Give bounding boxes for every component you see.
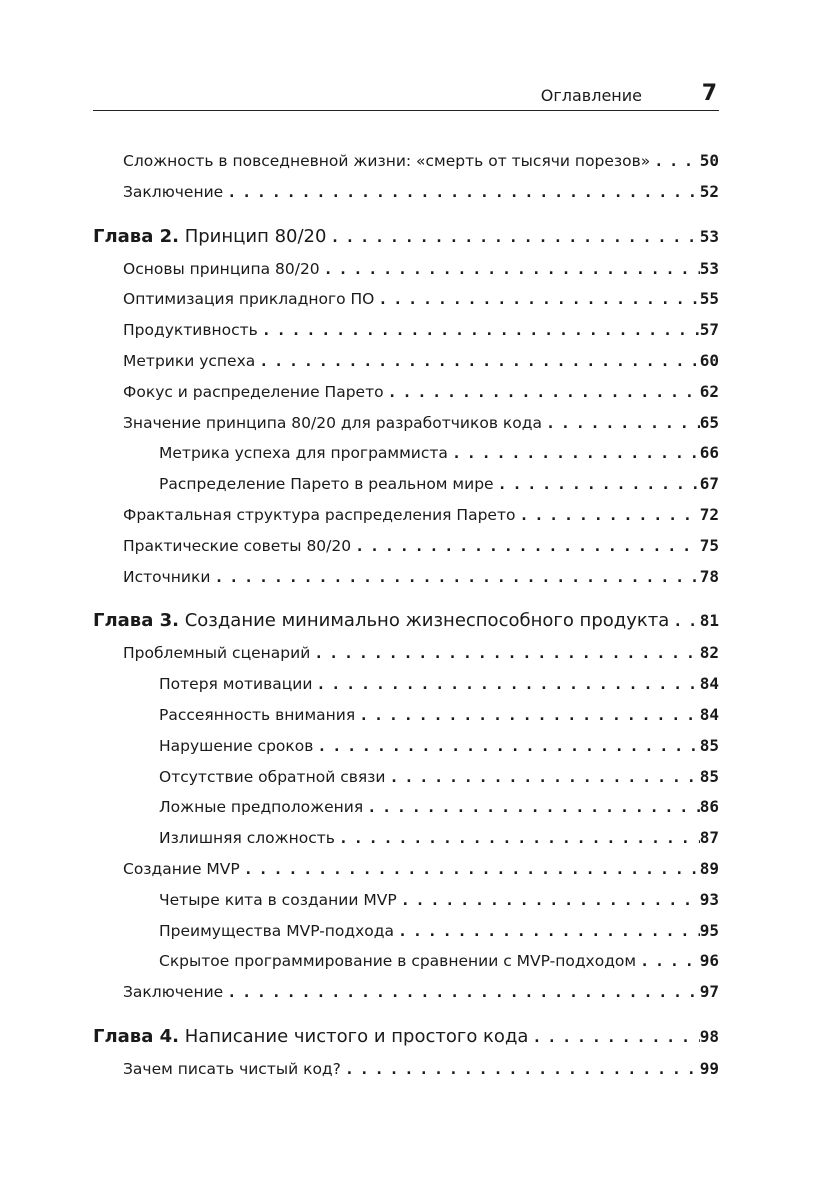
toc-page-number: 72: [699, 504, 719, 524]
page-header: [93, 78, 719, 111]
dot-leader: [258, 315, 700, 346]
toc-entry-text: Излишняя сложность: [159, 829, 335, 848]
toc-entry-title: [159, 792, 363, 823]
dot-leader: [397, 885, 700, 916]
toc-page-number: 85: [699, 766, 719, 786]
toc-entry[interactable]: [93, 792, 719, 823]
toc-page-number: 67: [699, 474, 719, 494]
toc-entry[interactable]: [93, 284, 719, 315]
toc-page-number: 98: [699, 1026, 719, 1046]
toc-page-number: 62: [699, 381, 719, 401]
toc-entry-text: Рассеянность внимания: [159, 705, 356, 724]
toc-page-number: 52: [699, 181, 719, 201]
toc-entry-title: [123, 1054, 341, 1085]
toc-entry-title: [159, 885, 397, 916]
chapter-number: Глава 2.: [93, 225, 179, 247]
toc-entry-text: Основы принципа 80/20: [123, 259, 320, 278]
toc-entry-title: [123, 638, 310, 669]
toc-entry[interactable]: [93, 346, 719, 377]
toc-entry-title: [123, 377, 384, 408]
toc-entry-text: Значение принципа 80/20 для разработчиков кода: [123, 413, 542, 432]
toc-chapter-entry[interactable]: [93, 1020, 719, 1054]
toc-page-number: 86: [699, 797, 719, 817]
toc-entry-text: Скрытое программирование в сравнении с MVP-подходом: [159, 952, 637, 971]
toc-entry-title: [123, 408, 542, 439]
toc-entry-text: Создание MVP: [123, 859, 240, 878]
toc-entry-title: [123, 254, 320, 285]
dot-leader: [386, 762, 700, 793]
toc-entry-text: Ложные предположения: [159, 798, 364, 817]
dot-leader: [669, 604, 699, 638]
toc-entry[interactable]: [93, 500, 719, 531]
toc-entry-text: Сложность в повседневной жизни: «смерть от тысячи порезов»: [123, 152, 651, 170]
toc-entry[interactable]: [93, 885, 719, 916]
dot-leader: [448, 438, 700, 469]
toc-entry[interactable]: [93, 638, 719, 669]
toc-entry[interactable]: [93, 531, 719, 562]
toc-entry-text: Практические советы 80/20: [123, 536, 352, 555]
toc-entry[interactable]: [93, 731, 719, 762]
dot-leader: [650, 146, 699, 177]
toc-page-number: 57: [699, 320, 719, 340]
toc-entry-text: Потеря мотивации: [159, 675, 313, 694]
toc-entry-text: Принцип 80/20: [184, 225, 327, 247]
toc-page-number: 89: [699, 858, 719, 878]
page-number: 7: [701, 81, 717, 106]
toc-entry-title: [159, 762, 386, 793]
toc-page-number: 97: [699, 982, 719, 1002]
toc-page-number: 99: [699, 1058, 719, 1078]
toc-entry-text: Фокус и распределение Парето: [123, 382, 384, 401]
toc-entry-title: [159, 469, 494, 500]
toc-page-number: 65: [699, 412, 719, 432]
toc-entry-title: [123, 500, 515, 531]
dot-leader: [384, 377, 700, 408]
toc-entry-title: [93, 220, 326, 254]
toc-entry-title: [123, 315, 258, 346]
toc-entry-title: [159, 669, 312, 700]
toc-page-number: 84: [699, 704, 719, 724]
toc-entry-title: [159, 438, 448, 469]
toc-entry-title: [123, 346, 255, 377]
toc-entry-text: Продуктивность: [123, 321, 258, 340]
toc-entry-title: [93, 1020, 528, 1054]
toc-page-number: 60: [699, 350, 719, 370]
dot-leader: [313, 731, 699, 762]
toc-entry-text: Метрики успеха: [123, 351, 256, 370]
toc-entry-text: Написание чистого и простого кода: [184, 1025, 529, 1047]
dot-leader: [363, 792, 700, 823]
toc-entry-title: [159, 916, 394, 947]
toc-entry[interactable]: [93, 946, 719, 977]
dot-leader: [341, 1054, 700, 1085]
toc-entry-text: Метрика успеха для программиста: [159, 444, 448, 463]
running-title: Оглавление: [540, 86, 642, 105]
toc-entry-title: [123, 562, 210, 593]
toc-page-number: 66: [699, 443, 719, 463]
toc-entry-text: Заключение: [123, 983, 224, 1002]
dot-leader: [374, 284, 699, 315]
toc-entry-title: [123, 177, 223, 208]
toc-entry-title: [123, 531, 351, 562]
toc-page-number: 84: [699, 674, 719, 694]
dot-leader: [223, 977, 700, 1008]
toc-entry[interactable]: [93, 377, 719, 408]
dot-leader: [240, 854, 700, 885]
dot-leader: [394, 916, 700, 947]
toc-entry[interactable]: [93, 854, 719, 885]
toc-entry[interactable]: [93, 438, 719, 469]
toc-page-number: 96: [699, 951, 719, 971]
toc-entry[interactable]: [93, 916, 719, 947]
toc-entry[interactable]: [93, 669, 719, 700]
toc-entry-title: [159, 946, 636, 977]
dot-leader: [320, 254, 700, 285]
toc-page-number: 53: [699, 258, 719, 278]
dot-leader: [351, 531, 700, 562]
toc-entry-text: Зачем писать чистый код?: [123, 1059, 341, 1078]
toc-entry-text: Четыре кита в создании MVP: [159, 890, 397, 909]
toc-entry-title: [159, 823, 335, 854]
toc-entry-title: [123, 284, 374, 315]
dot-leader: [210, 562, 699, 593]
toc-chapter-entry[interactable]: [93, 220, 719, 254]
dot-leader: [310, 638, 699, 669]
chapter-number: Глава 4.: [93, 1025, 179, 1047]
dot-leader: [223, 177, 700, 208]
toc-entry-text: Преимущества MVP-подхода: [159, 921, 394, 940]
toc-entry[interactable]: [93, 408, 719, 439]
toc-entry[interactable]: [93, 254, 719, 285]
toc-page-number: 82: [699, 643, 719, 663]
toc-entry[interactable]: [93, 762, 719, 793]
toc-entry[interactable]: [93, 977, 719, 1008]
toc-entry[interactable]: [93, 469, 719, 500]
dot-leader: [515, 500, 699, 531]
toc-entry-title: [159, 700, 355, 731]
toc-entry-text: Фрактальная структура распределения Парето: [123, 505, 516, 524]
dot-leader: [326, 220, 699, 254]
toc-entry-text: Заключение: [123, 182, 224, 201]
dot-leader: [494, 469, 700, 500]
dot-leader: [636, 946, 700, 977]
toc-page-number: 75: [699, 535, 719, 555]
toc-page-number: 55: [699, 289, 719, 309]
toc-entry[interactable]: [93, 1054, 719, 1085]
toc-page-number: 50: [699, 151, 719, 170]
toc-page-number: 95: [699, 920, 719, 940]
toc-page-number: 81: [699, 611, 719, 631]
dot-leader: [255, 346, 699, 377]
toc-entry[interactable]: [93, 562, 719, 593]
toc-entry-title: [123, 146, 650, 177]
toc-entry-title: [93, 604, 669, 638]
toc-entry-text: Создание минимально жизнеспособного продукта: [184, 610, 670, 632]
dot-leader: [335, 823, 700, 854]
toc-entry[interactable]: [93, 315, 719, 346]
chapter-number: Глава 3.: [93, 610, 179, 632]
toc-entry-title: [159, 731, 313, 762]
toc-page-number: 87: [699, 828, 719, 848]
toc-entry-text: Отсутствие обратной связи: [159, 767, 386, 786]
toc-entry[interactable]: [93, 146, 719, 177]
dot-leader: [355, 700, 700, 731]
toc-entry-text: Оптимизация прикладного ПО: [123, 290, 375, 309]
toc-page-number: 85: [699, 735, 719, 755]
toc-entry-title: [123, 977, 223, 1008]
toc-entry[interactable]: [93, 823, 719, 854]
toc-entry-text: Источники: [123, 567, 211, 586]
table-of-contents: [93, 146, 719, 1085]
toc-entry[interactable]: [93, 700, 719, 731]
toc-page-number: 53: [699, 226, 719, 246]
toc-page-number: 93: [699, 889, 719, 909]
toc-page-number: 78: [699, 566, 719, 586]
toc-entry[interactable]: [93, 177, 719, 208]
dot-leader: [312, 669, 699, 700]
toc-entry-text: Нарушение сроков: [159, 736, 314, 755]
dot-leader: [528, 1020, 699, 1054]
toc-chapter-entry[interactable]: [93, 604, 719, 638]
toc-entry-title: [123, 854, 240, 885]
toc-entry-text: Проблемный сценарий: [123, 644, 311, 663]
toc-entry-text: Распределение Парето в реальном мире: [159, 475, 494, 494]
dot-leader: [542, 408, 700, 439]
